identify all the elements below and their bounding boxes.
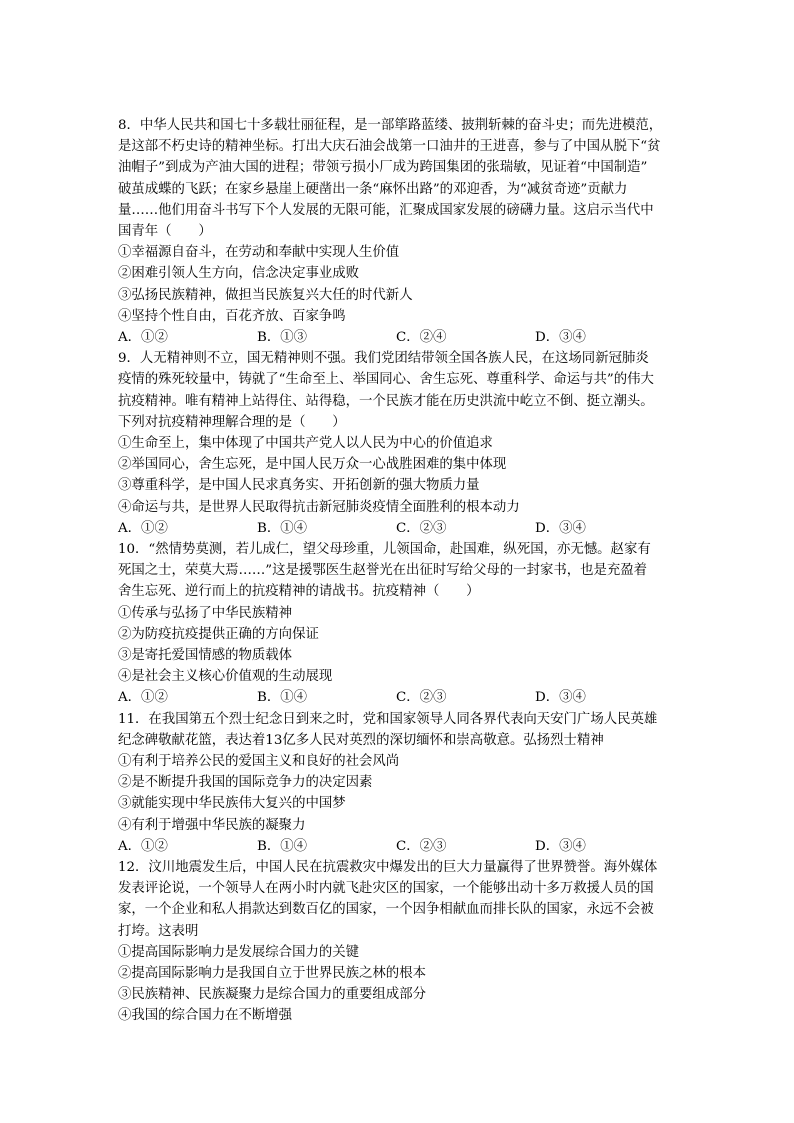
option-c[interactable]: C．②③ bbox=[396, 690, 447, 706]
stem-line: 舍生忘死、逆行而上的抗疫精神的请战书。抗疫精神（ ） bbox=[118, 584, 480, 600]
statement-item: ④命运与共，是世界人民取得抗击新冠肺炎疫情全面胜利的根本动力 bbox=[118, 499, 520, 515]
option-d[interactable]: D．③④ bbox=[535, 838, 586, 854]
answer-options bbox=[118, 327, 684, 348]
stem-line: 12．汶川地震发生后，中国人民在抗震救灾中爆发出的巨大力量赢得了世界赞誉。海外媒体 bbox=[118, 860, 658, 876]
option-d[interactable]: D．③④ bbox=[535, 520, 586, 536]
statement-item: ②为防疫抗疫提供正确的方向保证 bbox=[118, 626, 319, 642]
stem-line: 家，一个企业和私人捐款达到数百亿的国家，一个因争相献血而排长队的国家，永远不会被 bbox=[118, 902, 654, 918]
question-12 bbox=[118, 857, 684, 1027]
question-9 bbox=[118, 348, 684, 539]
statement-item: ①提高国际影响力是发展综合国力的关键 bbox=[118, 944, 360, 960]
question-stem bbox=[118, 115, 684, 242]
option-a[interactable]: A．①② bbox=[118, 520, 168, 536]
stem-line: 破茧成蝶的飞跃；在家乡悬崖上硬凿出一条“麻怀出路”的邓迎香，为“减贫奇迹”贡献力 bbox=[118, 181, 628, 197]
stem-line: 死国之士，荣莫大焉……”这是援鄂医生赵誉光在出征时写给父母的一封家书，也是充盈着 bbox=[118, 563, 648, 579]
stem-line: 抗疫精神。唯有精神上站得住、站得稳，一个民族才能在历史洪流中屹立不倒、挺立潮头。 bbox=[118, 393, 654, 409]
option-a[interactable]: A．①② bbox=[118, 690, 168, 706]
stem-full-text-store bbox=[0, 0, 1, 1]
statement-item: ④坚持个性自由，百花齐放、百家争鸣 bbox=[118, 308, 346, 324]
question-stem bbox=[118, 857, 684, 942]
exam-page bbox=[118, 115, 684, 1027]
stem-line: 量……他们用奋斗书写下个人发展的无限可能，汇聚成国家发展的磅礴力量。这启示当代中 bbox=[118, 202, 654, 218]
stem-line: 9．人无精神则不立，国无精神则不强。我们党团结带领全国各族人民，在这场同新冠肺炎 bbox=[118, 351, 649, 367]
question-8 bbox=[118, 115, 684, 348]
option-c[interactable]: C．②③ bbox=[396, 520, 447, 536]
option-b[interactable]: B．①④ bbox=[257, 838, 308, 854]
statement-item: ②是不断提升我国的国际竞争力的决定因素 bbox=[118, 775, 373, 791]
stem-line: 国青年（ ） bbox=[118, 224, 212, 240]
answer-options bbox=[118, 687, 684, 708]
statement-item: ④有利于增强中华民族的凝聚力 bbox=[118, 817, 306, 833]
question-stem bbox=[118, 539, 684, 603]
option-d[interactable]: D．③④ bbox=[535, 330, 586, 346]
option-c[interactable]: C．②④ bbox=[396, 330, 447, 346]
question-10 bbox=[118, 539, 684, 709]
option-a[interactable]: A．①② bbox=[118, 330, 168, 346]
option-b[interactable]: B．①④ bbox=[257, 520, 308, 536]
statement-item: ①生命至上，集中体现了中国共产党人以人民为中心的价值追求 bbox=[118, 436, 493, 452]
answer-options bbox=[118, 836, 684, 857]
statement-item: ②提高国际影响力是我国自立于世界民族之林的根本 bbox=[118, 966, 426, 982]
question-stem bbox=[118, 348, 684, 433]
stem-line: 10．“然情势莫测，若儿成仁，望父母珍重，儿领国命，赴国难，纵死国，亦无憾。赵家有 bbox=[118, 542, 651, 558]
statement-item: ①有利于培养公民的爱国主义和良好的社会风尚 bbox=[118, 754, 400, 770]
stem-line: 发表评论说，一个领导人在两小时内就飞赴灾区的国家，一个能够出动十多万救援人员的国 bbox=[118, 881, 654, 897]
statement-item: ③是寄托爱国情感的物质载体 bbox=[118, 648, 293, 664]
answer-options bbox=[118, 518, 684, 539]
stem-line: 8．中华人民共和国七十多载壮丽征程，是一部筚路蓝缕、披荆斩棘的奋斗史；而先进模范， bbox=[118, 118, 663, 133]
statement-item: ②举国同心，舍生忘死，是中国人民万众一心战胜困难的集中体现 bbox=[118, 457, 507, 473]
option-b[interactable]: B．①③ bbox=[257, 330, 308, 346]
statement-item: ②困难引领人生方向，信念决定事业成败 bbox=[118, 266, 360, 282]
statement-item: ③尊重科学，是中国人民求真务实、开拓创新的强大物质力量 bbox=[118, 478, 480, 494]
statement-item: ①传承与弘扬了中华民族精神 bbox=[118, 605, 293, 621]
stem-line: 纪念碑敬献花篮，表达着13亿多人民对英烈的深切缅怀和崇高敬意。弘扬烈士精神 bbox=[118, 732, 604, 748]
statement-item: ④是社会主义核心价值观的生动展现 bbox=[118, 669, 333, 685]
statement-item: ①幸福源自奋斗，在劳动和奉献中实现人生价值 bbox=[118, 245, 400, 261]
statement-item: ④我国的综合国力在不断增强 bbox=[118, 1008, 293, 1024]
question-stem bbox=[118, 709, 684, 751]
stem-line: 疫情的殊死较量中，铸就了“生命至上、举国同心、舍生忘死、尊重科学、命运与共”的伟大 bbox=[118, 372, 654, 388]
option-b[interactable]: B．①④ bbox=[257, 690, 308, 706]
stem-line: 是这部不朽史诗的精神坐标。打出大庆石油会战第一口油井的王进喜，参与了中国从脱下“贫 bbox=[118, 139, 661, 155]
statement-item: ③就能实现中华民族伟大复兴的中国梦 bbox=[118, 796, 346, 812]
stem-line: 油帽子”到成为产油大国的进程；带领亏损小厂成为跨国集团的张瑞敏，见证着“中国制造” bbox=[118, 160, 648, 176]
stem-line: 打垮。这表明 bbox=[118, 923, 199, 939]
option-a[interactable]: A．①② bbox=[118, 838, 168, 854]
statement-item: ③弘扬民族精神，做担当民族复兴大任的时代新人 bbox=[118, 287, 413, 303]
statement-item: ③民族精神、民族凝聚力是综合国力的重要组成部分 bbox=[118, 987, 426, 1003]
option-d[interactable]: D．③④ bbox=[535, 690, 586, 706]
option-c[interactable]: C．②③ bbox=[396, 838, 447, 854]
stem-line: 11．在我国第五个烈士纪念日到来之时，党和国家领导人同各界代表向天安门广场人民英雄 bbox=[118, 711, 658, 727]
question-11 bbox=[118, 709, 684, 857]
stem-line: 下列对抗疫精神理解合理的是（ ） bbox=[118, 414, 346, 430]
